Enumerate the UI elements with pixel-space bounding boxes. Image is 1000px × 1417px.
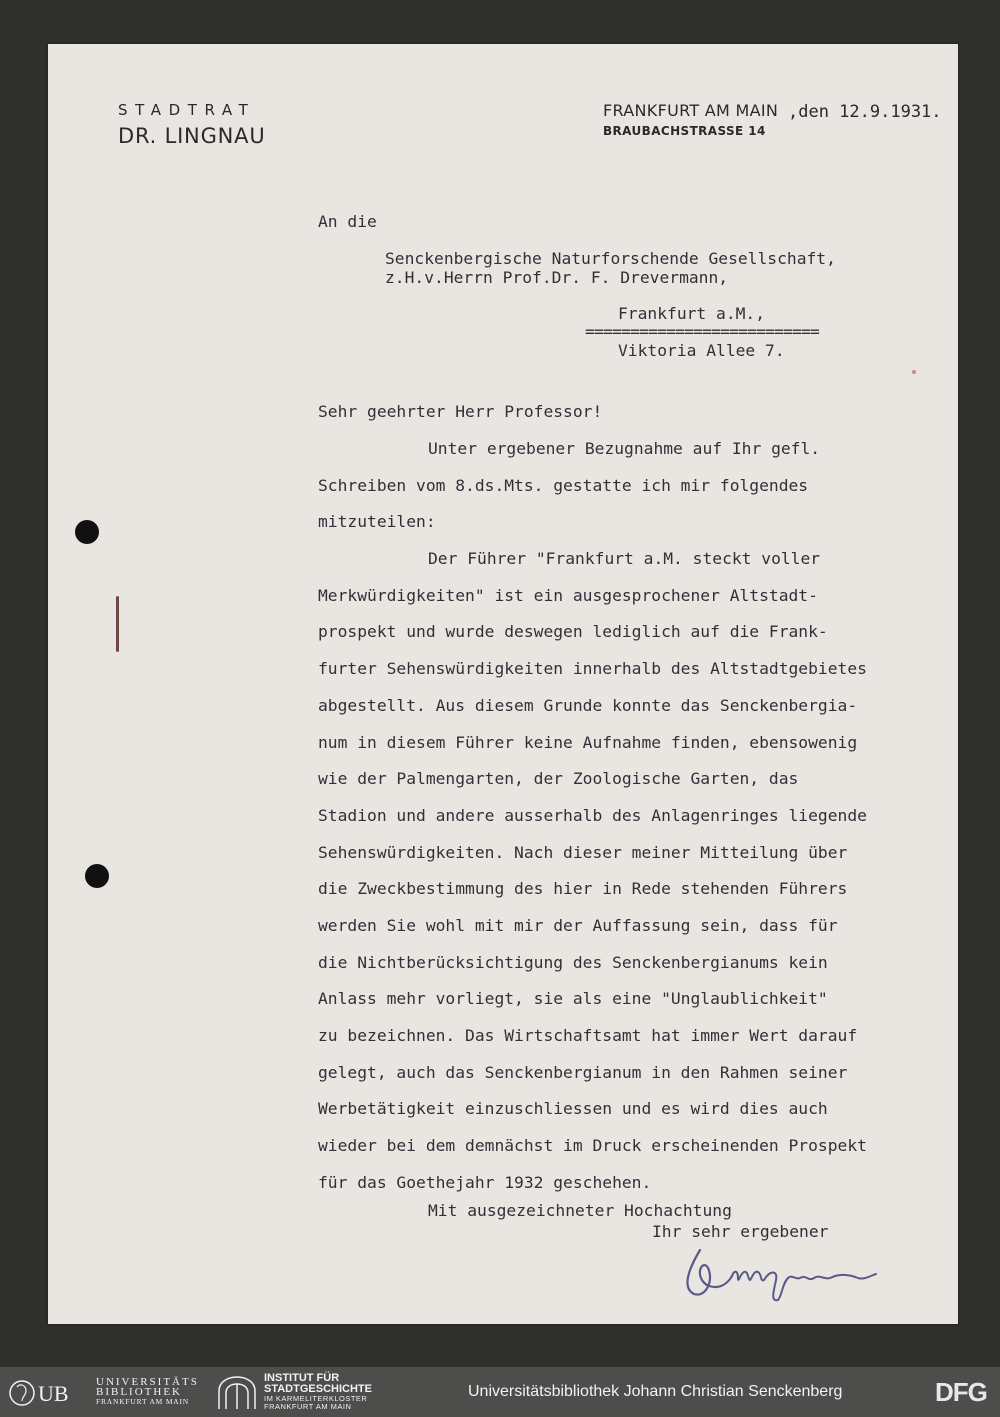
address-street: Viktoria Allee 7. [618,341,785,360]
handwritten-signature [678,1240,888,1310]
body-line: wie der Palmengarten, der Zoologische Garten, das [318,769,799,789]
ifs-text [264,1373,372,1411]
body-line: werden Sie wohl mit mir der Auffassung sein, dass für [318,915,838,935]
punch-hole-bottom [85,864,109,888]
address-line-1: Senckenbergische Naturforschende Gesellschaft, [385,249,836,268]
body-line: die Zweckbestimmung des hier in Rede stehenden Führers [318,879,848,899]
library-name: Universitätsbibliothek Johann Christian Senckenberg [468,1383,843,1400]
body-line: num in diesem Führer keine Aufnahme finden, ebensowenig [318,732,858,752]
greeting: Sehr geehrter Herr Professor! [318,402,603,421]
body-line: Der Führer "Frankfurt a.M. steckt voller [428,549,821,569]
ifs-line-4: FRANKFURT AM MAIN [264,1402,352,1411]
closing-line-1: Mit ausgezeichneter Hochachtung [428,1201,732,1220]
letterhead-street: BRAUBACHSTRASSE 14 [603,124,766,138]
punch-hole-top [75,520,99,544]
ub-line-3: FRANKFURT AM MAIN [96,1397,190,1406]
ub-text [96,1377,199,1407]
footer-bar [0,1367,1000,1417]
ub-line-1: UNIVERSITÄTS [96,1376,199,1388]
ifs-line-1: INSTITUT FÜR [264,1372,340,1384]
body-line: Sehenswürdigkeiten. Nach dieser meiner Mitteilung über [318,842,848,862]
body-line: Merkwürdigkeiten" ist ein ausgesprochener Altstadt- [318,585,818,605]
ifs-line-2: STADTGESCHICHTE [264,1383,372,1395]
body-line: gelegt, auch das Senckenbergianum in den Rahmen seiner [318,1062,848,1082]
ub-line-2: BIBLIOTHEK [96,1386,182,1398]
ub-logo-icon [8,1377,88,1409]
letterhead-name: DR. LINGNAU [118,124,266,148]
body-line: für das Goethejahr 1932 geschehen. [318,1172,652,1192]
body-line: mitzuteilen: [318,512,436,532]
closing-line-2: Ihr sehr ergebener [652,1222,829,1241]
ifs-arch-icon [216,1375,258,1411]
letterhead-title: STADTRAT [118,101,256,119]
body-line: furter Sehenswürdigkeiten innerhalb des Altstadtgebietes [318,659,867,679]
body-line: prospekt und wurde deswegen lediglich auf die Frank- [318,622,828,642]
body-line: abgestellt. Aus diesem Grunde konnte das Senckenbergia- [318,695,858,715]
margin-pencil-mark [116,596,119,652]
body-line: Schreiben vom 8.ds.Mts. gestatte ich mir folgendes [318,475,809,495]
letter-date: ,den 12.9.1931. [788,102,942,122]
body-line: Unter ergebener Bezugnahme auf Ihr gefl. [428,439,821,458]
body-line: die Nichtberücksichtigung des Senckenbergianums kein [318,952,828,972]
body-line: Stadion und andere ausserhalb des Anlagenringes liegende [318,805,867,825]
address-underline: ========================== [585,322,820,341]
body-line: Anlass mehr vorliegt, sie als eine "Unglaublichkeit" [318,989,828,1009]
address-line-2: z.H.v.Herrn Prof.Dr. F. Drevermann, [385,268,729,287]
body-line: zu bezeichnen. Das Wirtschaftsamt hat immer Wert darauf [318,1026,858,1045]
body-line: Werbetätigkeit einzuschliessen und es wird dies auch [318,1099,828,1119]
ifs-line-3: IM KARMELITERKLOSTER [264,1394,368,1403]
ink-spot [912,370,916,374]
address-to: An die [318,212,377,231]
body-line: wieder bei dem demnächst im Druck erscheinenden Prospekt [318,1136,867,1156]
letter-body [318,436,958,1206]
letterhead-city: FRANKFURT AM MAIN [603,101,779,120]
dfg-logo: DFG [935,1377,987,1407]
ub-logo-letters: UB [38,1381,69,1406]
address-city: Frankfurt a.M., [618,304,766,323]
